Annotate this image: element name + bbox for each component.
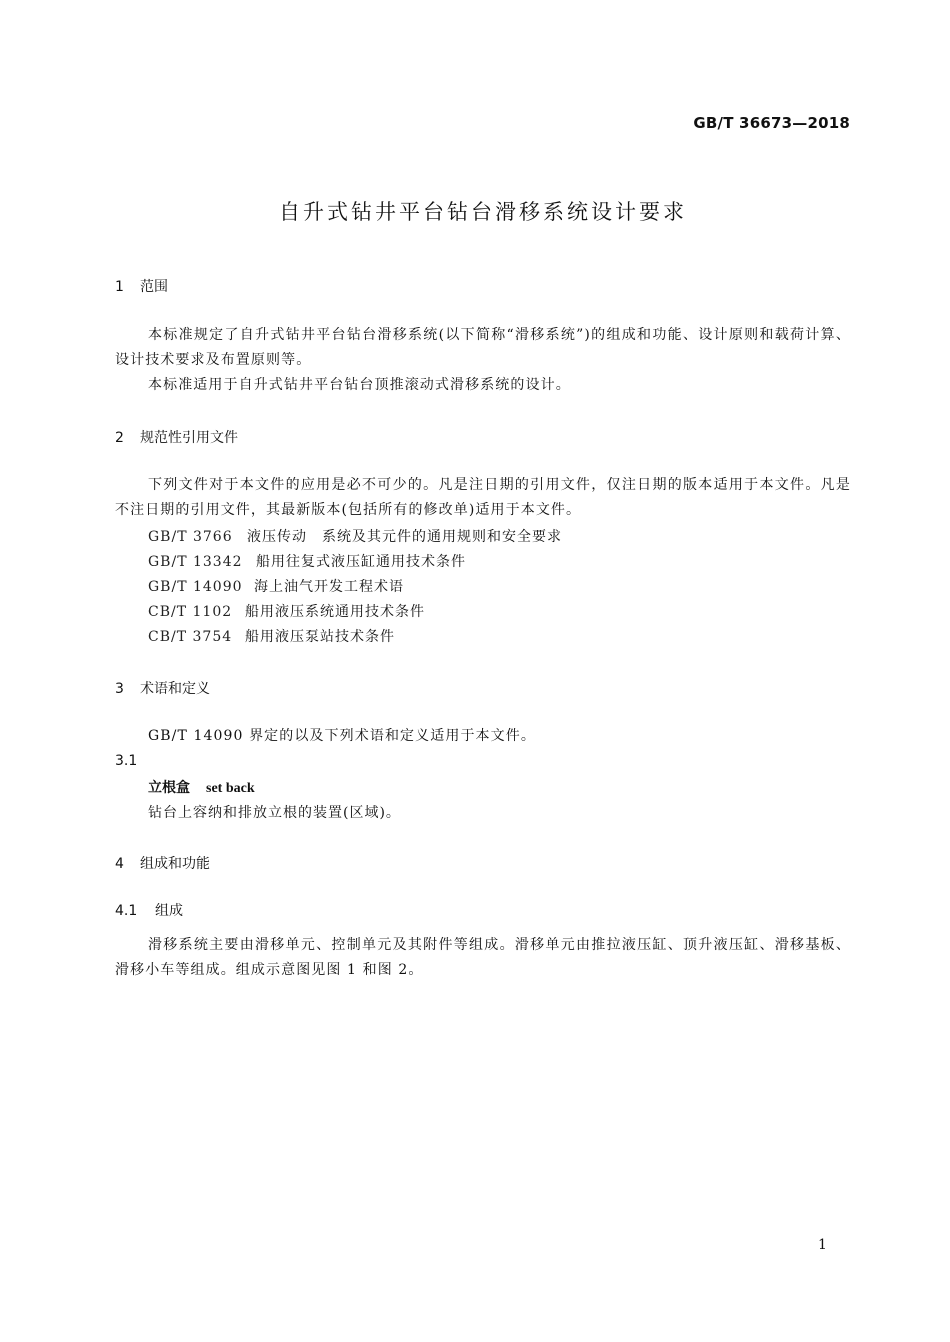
- section-3-heading: [115, 678, 210, 698]
- reference-code: CB/T 1102: [148, 604, 233, 620]
- section-4-heading: [115, 853, 210, 873]
- term-entry: [148, 777, 255, 797]
- term-definition: 钻台上容纳和排放立根的装置(区域)。: [148, 805, 401, 821]
- section-number: 4: [115, 856, 124, 872]
- document-title: 自升式钻井平台钻台滑移系统设计要求: [279, 200, 687, 224]
- reference-title: 海上油气开发工程术语: [254, 579, 404, 595]
- section-number: 1: [115, 279, 124, 295]
- reference-title: 船用液压系统通用技术条件: [245, 604, 425, 620]
- subsection-4-1-heading: [115, 900, 183, 920]
- reference-code: GB/T 13342: [148, 554, 243, 570]
- subsection-title: 组成: [155, 903, 183, 919]
- section-1-paragraph-1: 本标准规定了自升式钻井平台钻台滑移系统(以下简称“滑移系统”)的组成和功能、设计原则和载荷计算、设计技术要求及布置原则等。: [115, 327, 851, 368]
- section-3-paragraph-1: GB/T 14090 界定的以及下列术语和定义适用于本文件。: [148, 728, 536, 744]
- reference-title: 船用液压泵站技术条件: [245, 629, 395, 645]
- reference-item: [148, 551, 466, 571]
- section-2-heading: [115, 427, 238, 447]
- section-title: 规范性引用文件: [140, 430, 238, 446]
- reference-code: GB/T 3766: [148, 529, 233, 545]
- section-title: 范围: [140, 279, 168, 295]
- reference-item: [148, 626, 395, 646]
- section-2-paragraph-1: 下列文件对于本文件的应用是必不可少的。凡是注日期的引用文件，仅注日期的版本适用于本文件。凡是不注日期的引用文件，其最新版本(包括所有的修改单)适用于本文件。: [115, 477, 851, 518]
- term-chinese: 立根盒: [148, 780, 190, 796]
- reference-item: [148, 526, 562, 546]
- section-number: 3: [115, 681, 124, 697]
- page-number: 1: [818, 1237, 827, 1253]
- subsection-number: 4.1: [115, 903, 138, 919]
- reference-title: 船用往复式液压缸通用技术条件: [256, 554, 466, 570]
- section-1-paragraph-2: 本标准适用于自升式钻井平台钻台顶推滚动式滑移系统的设计。: [148, 377, 571, 393]
- reference-code: GB/T 14090: [148, 579, 243, 595]
- clause-number: 3.1: [115, 753, 138, 769]
- reference-title: 液压传动 系统及其元件的通用规则和安全要求: [247, 529, 562, 545]
- reference-code: CB/T 3754: [148, 629, 233, 645]
- section-1-heading: [115, 276, 168, 296]
- reference-item: [148, 576, 404, 596]
- reference-item: [148, 601, 425, 621]
- section-title: 术语和定义: [140, 681, 210, 697]
- term-english: set back: [206, 781, 255, 796]
- section-number: 2: [115, 430, 124, 446]
- section-4-1-paragraph-1: 滑移系统主要由滑移单元、控制单元及其附件等组成。滑移单元由推拉液压缸、顶升液压缸、滑移基板、滑移小车等组成。组成示意图见图 1 和图 2。: [115, 937, 851, 978]
- section-title: 组成和功能: [140, 856, 210, 872]
- standard-number: GB/T 36673—2018: [693, 114, 850, 132]
